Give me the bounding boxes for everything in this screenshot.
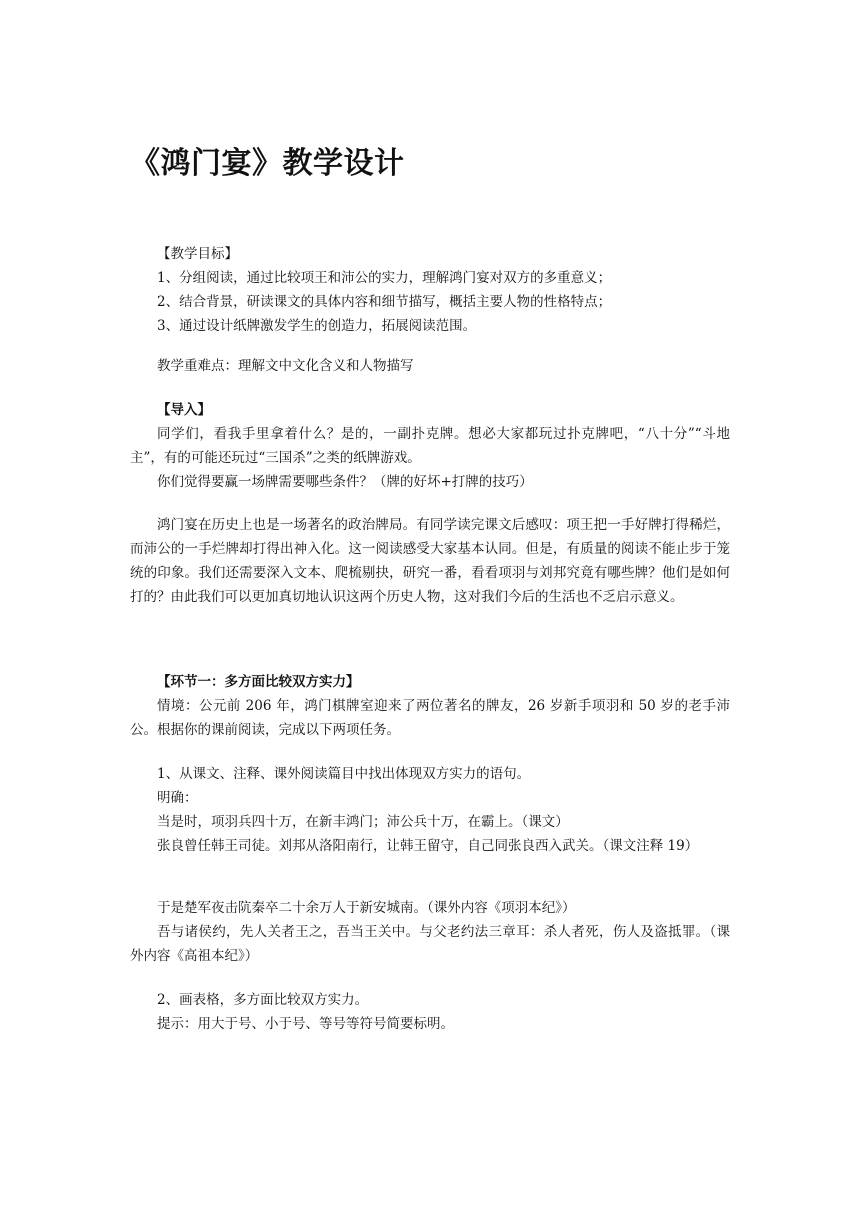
quote-item: 张良曾任韩王司徒。刘邦从洛阳南行，让韩王留守，自己同张良西入武关。（课文注释 19） [157,838,699,854]
section1-heading: 【环节一：多方面比较双方实力】 [157,674,360,690]
task1-quotes-cont [130,896,730,968]
intro-heading: 【导入】 [157,402,211,418]
intro-paragraph: 鸿门宴在历史上也是一场著名的政治牌局。有同学读完课文后感叹：项王把一手好牌打得稀烂，而沛公的一手烂牌却打得出神入化。这一阅读感受大家基本认同。但是，有质量的阅读不能止步于笼统的印象。我们还需要深入文本、爬梳剔抉，研究一番，看看项羽与刘邦究竟有哪些牌？他们是如何打的？由此我们可以更加真切地认识这两个历史人物，这对我们今后的生活也不乏启示意义。 [130,517,730,605]
task1-block [130,762,730,858]
key-points-section [130,354,730,378]
clarify-label: 明确： [157,790,198,806]
quote-item: 吾与诸侯约，先人关者王之，吾当王关中。与父老约法三章耳：杀人者死，伤人及盗抵罪。（课外内容《高祖本纪》） [130,924,730,964]
intro-body [130,513,730,609]
task2-text: 2、画表格，多方面比较双方实力。 [157,992,369,1008]
section1-situation: 情境：公元前 206 年，鸿门棋牌室迎来了两位著名的牌友，26 岁新手项羽和 50 岁的老手沛公。根据你的课前阅读，完成以下两项任务。 [130,698,730,738]
task2-block [130,988,730,1036]
intro-paragraph: 同学们，看我手里拿着什么？是的，一副扑克牌。想必大家都玩过扑克牌吧，“八十分”“斗地主”，有的可能还玩过“三国杀”之类的纸牌游戏。 [130,426,730,466]
quote-item: 于是楚军夜击阬秦卒二十余万人于新安城南。（课外内容《项羽本纪》） [157,900,576,916]
quote-item: 当是时，项羽兵四十万，在新丰鸿门；沛公兵十万，在霸上。（课文） [157,814,569,830]
task1-text: 1、从课文、注释、课外阅读篇目中找出体现双方实力的语句。 [157,766,531,782]
objective-item: 3、通过设计纸牌激发学生的创造力，拓展阅读范围。 [157,318,477,334]
intro-paragraph: 你们觉得要赢一场牌需要哪些条件？（牌的好坏+打牌的技巧） [157,474,533,490]
objectives-heading: 【教学目标】 [157,246,238,262]
key-points-text: 教学重难点：理解文中文化含义和人物描写 [157,358,414,374]
objectives-section [130,242,730,338]
hint-text: 提示：用大于号、小于号、等号等符号简要标明。 [157,1016,454,1032]
objective-item: 2、结合背景，研读课文的具体内容和细节描写，概括主要人物的性格特点； [157,294,612,310]
objective-item: 1、分组阅读，通过比较项王和沛公的实力，理解鸿门宴对双方的多重意义； [157,270,612,286]
section1 [130,670,730,742]
page-title: 《鸿门宴》教学设计 [130,146,405,181]
intro-section [130,398,730,494]
